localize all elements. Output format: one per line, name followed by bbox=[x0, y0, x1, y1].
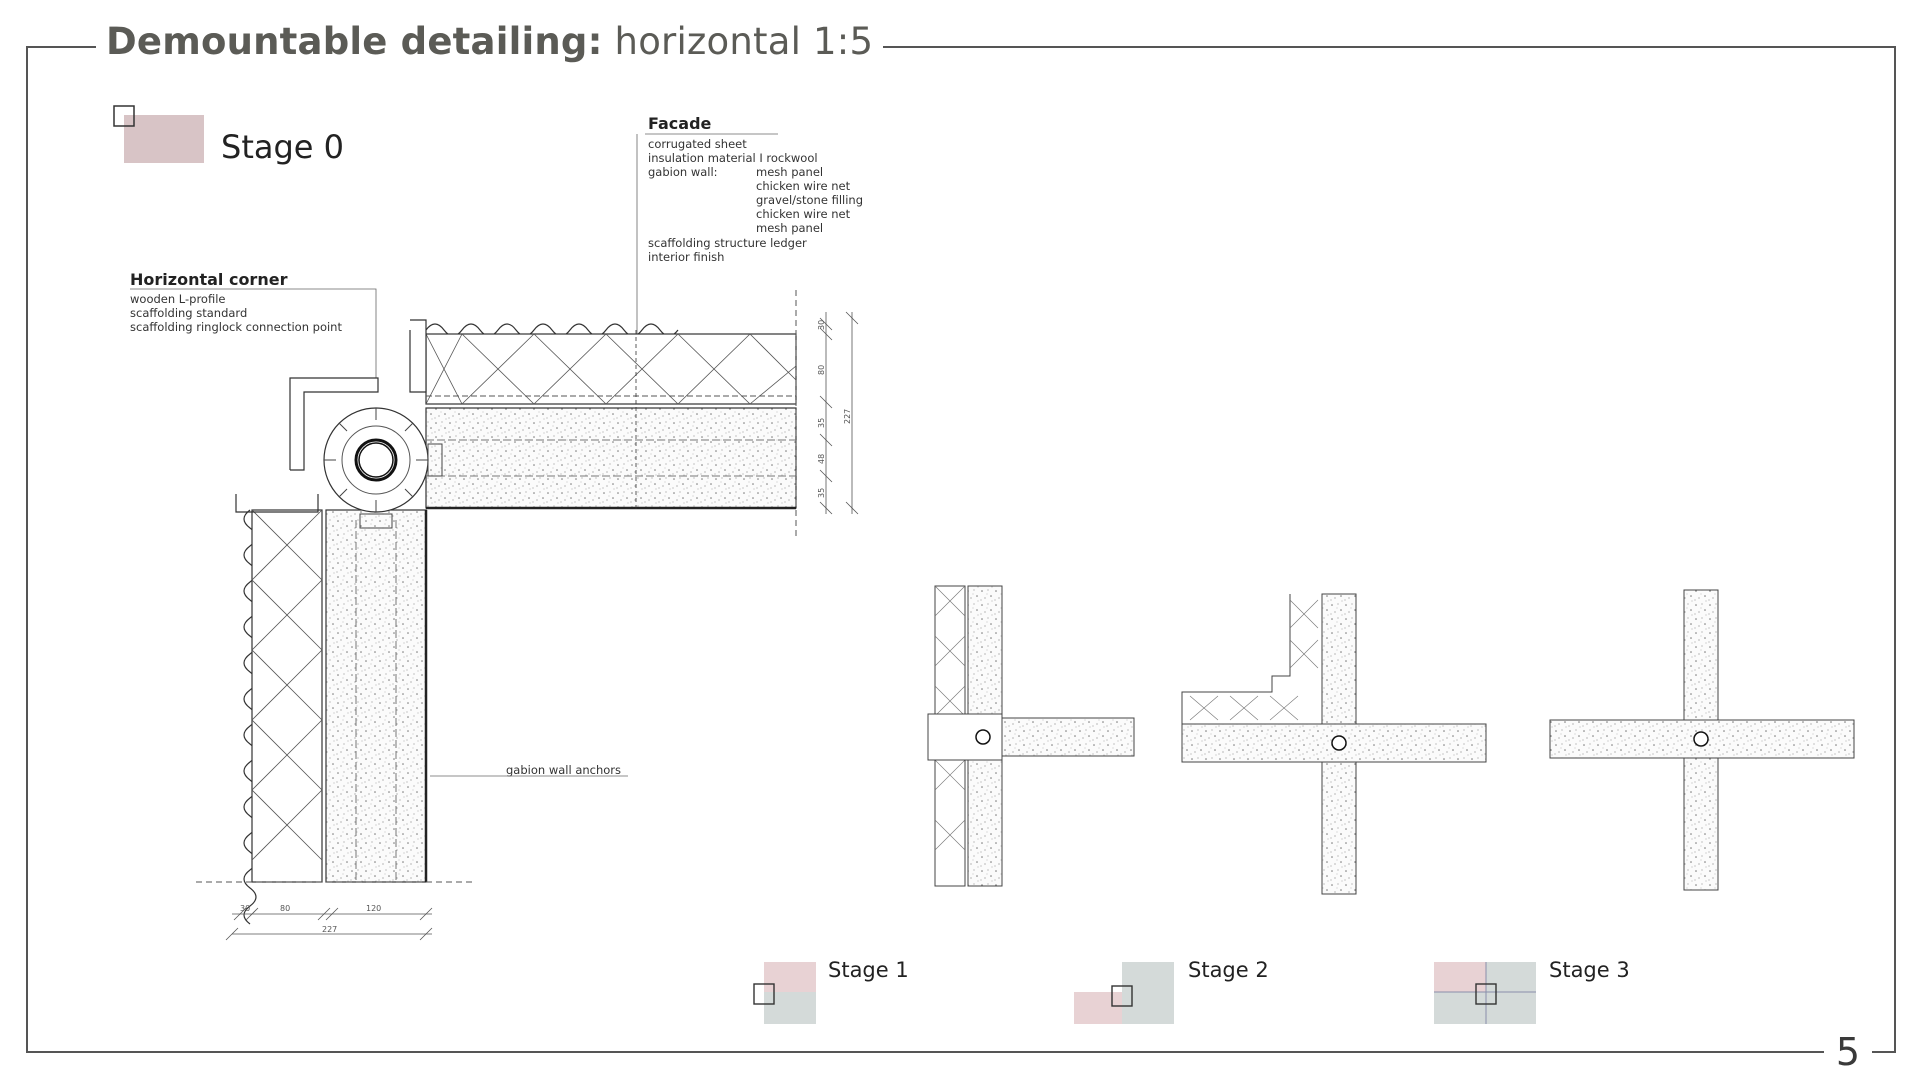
facade-layer-3: gabion wall: bbox=[648, 165, 718, 179]
dim-bottom-total: 227 bbox=[322, 925, 338, 934]
dim-bottom-2: 80 bbox=[280, 904, 291, 913]
anchors-note: gabion wall anchors bbox=[506, 763, 622, 777]
facade-title: Facade bbox=[648, 114, 712, 133]
facade-layer-2: insulation material I rockwool bbox=[648, 151, 818, 165]
stage2-label: Stage 2 bbox=[1188, 958, 1269, 982]
stage1-icon bbox=[754, 962, 816, 1024]
gabion-layer-4: chicken wire net bbox=[756, 207, 851, 221]
stage3-label: Stage 3 bbox=[1549, 958, 1630, 982]
corner-title: Horizontal corner bbox=[130, 270, 288, 289]
facade-layer-5: interior finish bbox=[648, 250, 725, 264]
dim-right-5: 35 bbox=[817, 487, 826, 498]
dim-right-3: 35 bbox=[817, 417, 826, 428]
stage1-junction bbox=[928, 586, 1134, 886]
corner-item-3: scaffolding ringlock connection point bbox=[130, 320, 342, 334]
gabion-layer-3: gravel/stone filling bbox=[756, 193, 863, 207]
stage1-label: Stage 1 bbox=[828, 958, 909, 982]
facade-layer-4: scaffolding structure ledger bbox=[648, 236, 807, 250]
title-regular: horizontal 1:5 bbox=[602, 20, 874, 63]
dim-right-1: 30 bbox=[817, 319, 826, 330]
stage2-icon bbox=[1074, 962, 1174, 1024]
facade-layer-1: corrugated sheet bbox=[648, 137, 747, 151]
dim-right-2: 80 bbox=[817, 364, 826, 375]
corner-item-1: wooden L-profile bbox=[130, 292, 226, 306]
stage3-icon bbox=[1434, 962, 1536, 1024]
title-bold: Demountable detailing: bbox=[106, 20, 603, 63]
gabion-layer-1: mesh panel bbox=[756, 165, 824, 179]
stage3-junction bbox=[1550, 590, 1854, 890]
gabion-layer-2: chicken wire net bbox=[756, 179, 851, 193]
dim-right-4: 48 bbox=[817, 453, 826, 464]
page-number: 5 bbox=[1824, 1030, 1872, 1074]
stage2-junction bbox=[1182, 594, 1486, 894]
stage0-label: Stage 0 bbox=[221, 128, 344, 166]
dim-right-total: 227 bbox=[843, 408, 852, 424]
corner-item-2: scaffolding standard bbox=[130, 306, 248, 320]
dim-bottom-1: 30 bbox=[240, 904, 251, 913]
gabion-layer-5: mesh panel bbox=[756, 221, 824, 235]
dim-bottom-3: 120 bbox=[366, 904, 382, 913]
